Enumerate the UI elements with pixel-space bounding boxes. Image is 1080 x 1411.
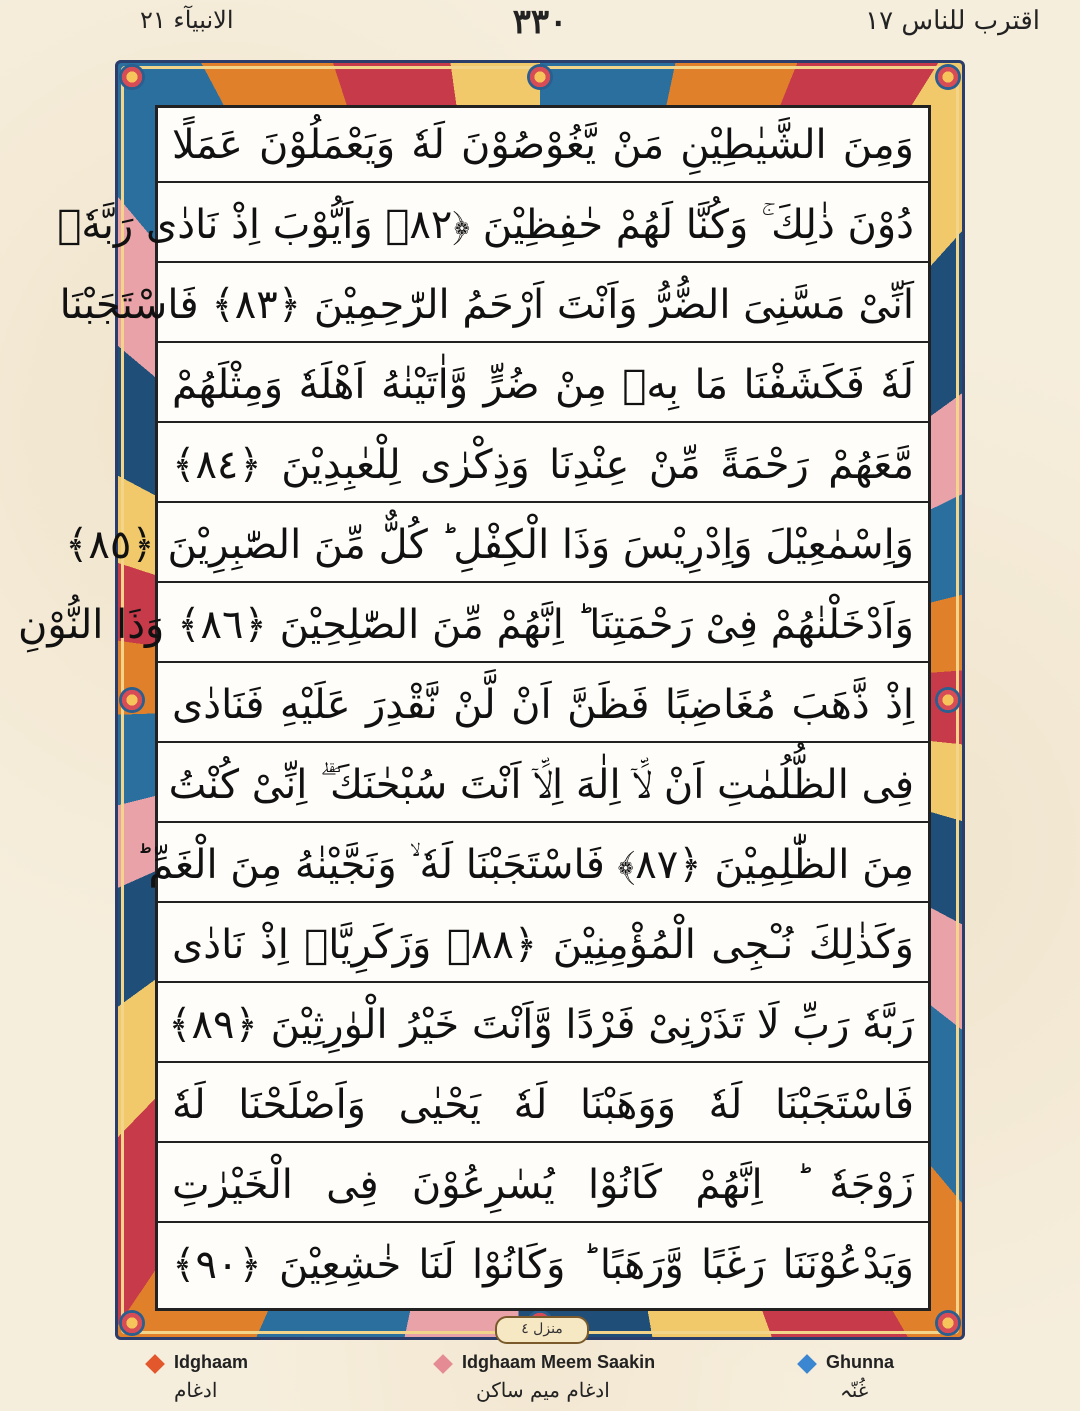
page-number: ٣٣٠ <box>512 2 568 42</box>
corner-flower-icon <box>935 1310 961 1336</box>
verse-line-4: لَهٗ فَكَشَفْنَا مَا بِهٖ مِنْ ضُرٍّ وَّاٰتَيْنٰهُ اَهْلَهٗ وَمِثْلَهُمْ <box>158 348 928 423</box>
verse-line-15: وَيَدْعُوْنَنَا رَغَبًا وَّرَهَبًا ؕ وَكَانُوْا لَنَا خٰشِعِيْنَ ﴿٩٠﴾ <box>172 1242 914 1288</box>
legend-label-en: Idghaam Meem Saakin <box>462 1352 656 1372</box>
legend-idghaam-meem-saakin <box>436 1352 696 1408</box>
legend-label-en: Ghunna <box>826 1352 894 1372</box>
verse-line-5: مَّعَهُمْ رَحْمَةً مِّنْ عِنْدِنَا وَذِكْرٰى لِلْعٰبِدِيْنَ ﴿٨٤﴾ <box>158 428 928 503</box>
surah-name: الانبيآء ٢١ <box>140 6 234 34</box>
quran-text-panel <box>18 105 931 1311</box>
legend-label-en: Idghaam <box>174 1352 249 1372</box>
legend-label-ur: غُنّہ <box>840 1378 869 1402</box>
manzil-badge: منزل ٤ <box>495 1316 589 1344</box>
verse-line-11: وَكَذٰلِكَ نُـْجِى الْمُؤْمِنِيْنَ ﴿٨٨﴾ وَزَكَرِيَّاۤ اِذْ نَادٰى <box>158 908 928 983</box>
legend-ghunna <box>800 1352 920 1408</box>
corner-flower-icon <box>935 64 961 90</box>
diamond-icon <box>433 1354 453 1374</box>
verse-line-2: دُوْنَ ذٰلِكَ ۚ وَكُنَّا لَهُمْ حٰفِظِيْنَ ﴿٨٢﴾ وَاَيُّوْبَ اِذْ نَادٰى رَبَّهٗۤ <box>158 188 928 263</box>
corner-flower-icon <box>119 1310 145 1336</box>
verse-line-7: وَاَدْخَلْنٰهُمْ فِىْ رَحْمَتِنَا ؕ اِنَّهُمْ مِّنَ الصّٰلِحِيْنَ ﴿٨٦﴾ وَذَا النُّوْنِ <box>158 588 928 663</box>
verse-line-3: اَنِّىْ مَسَّنِىَ الضُّرُّ وَاَنْتَ اَرْحَمُ الرّٰحِمِيْنَ ﴿٨٣﴾ فَاسْتَجَبْنَا <box>158 268 928 343</box>
verse-line-6: وَاِسْمٰعِيْلَ وَاِدْرِيْسَ وَذَا الْكِفْلِ ؕ كُلٌّ مِّنَ الصّٰبِرِيْنَ ﴿٨٥﴾ <box>158 508 928 583</box>
corner-flower-icon <box>119 64 145 90</box>
legend-label-ur: ادغام میم ساکن <box>476 1378 610 1402</box>
verse-line-9: فِى الظُّلُمٰتِ اَنْ لَّاۤ اِلٰهَ اِلَّاۤ اَنْتَ سُبْحٰنَكَ ۖۗ اِنِّىْ كُنْتُ <box>158 748 928 823</box>
verse-line-12: رَبَّهٗ رَبِّ لَا تَذَرْنِىْ فَرْدًا وَّاَنْتَ خَيْرُ الْوٰرِثِيْنَ ﴿٨٩﴾ <box>158 988 928 1063</box>
diamond-icon <box>797 1354 817 1374</box>
verse-line-8: اِذْ ذَّهَبَ مُغَاضِبًا فَظَنَّ اَنْ لَّنْ نَّقْدِرَ عَلَيْهِ فَنَادٰى <box>158 668 928 743</box>
side-flower-icon <box>935 687 961 713</box>
verse-line-1: وَمِنَ الشَّيٰطِيْنِ مَنْ يَّغُوْصُوْنَ لَهٗ وَيَعْمَلُوْنَ عَمَلًا <box>158 108 928 183</box>
diamond-icon <box>145 1354 165 1374</box>
side-flower-icon <box>119 687 145 713</box>
verse-line-10: مِنَ الظّٰلِمِيْنَ ﴿٨٧﴾ فَاسْتَجَبْنَا لَهٗ ۙ وَنَجَّيْنٰهُ مِنَ الْغَمِّ ؕ <box>158 828 928 903</box>
top-flower-icon <box>527 64 553 90</box>
legend-idghaam <box>148 1352 348 1408</box>
verse-line-13: فَاسْتَجَبْنَا لَهٗ وَوَهَبْنَا لَهٗ يَحْيٰى وَاَصْلَحْنَا لَهٗ <box>158 1068 928 1143</box>
legend-label-ur: ادغام <box>174 1378 218 1402</box>
verse-line-14: زَوْجَهٗ ؕ اِنَّهُمْ كَانُوْا يُسٰرِعُوْنَ فِى الْخَيْرٰتِ <box>158 1148 928 1223</box>
juz-name: اقترب للناس ١٧ <box>865 6 1040 36</box>
